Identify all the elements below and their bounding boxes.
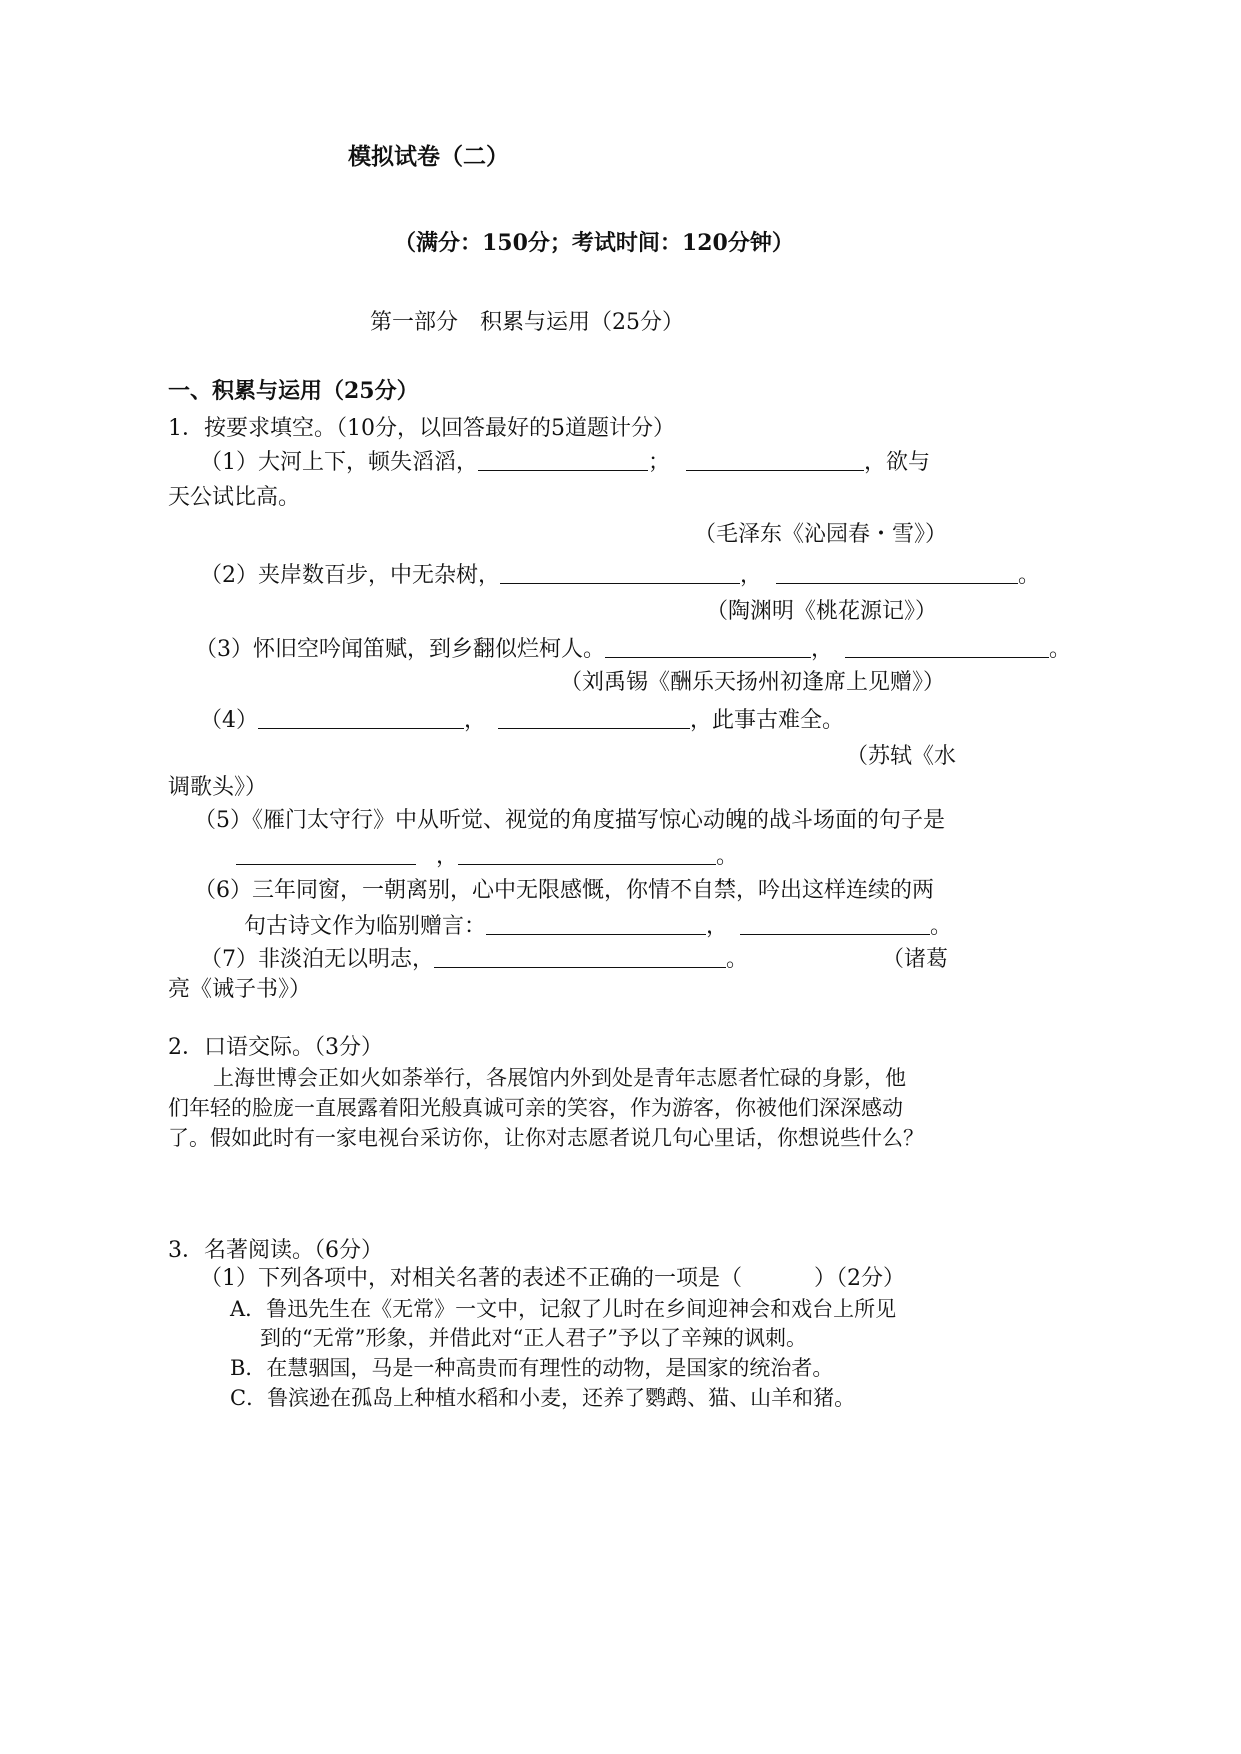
q1-item2 <box>200 561 1040 591</box>
q1-item2-end: 。 <box>1018 563 1041 588</box>
q3-option-b: B．在慧骃国，马是一种高贵而有理性的动物，是国家的统治者。 <box>230 1356 834 1380</box>
q1-item7-end: 。 <box>726 947 749 972</box>
answer-blank[interactable] <box>740 912 930 935</box>
q3-option-a: A．鲁迅先生在《无常》一文中，记叙了儿时在乡间迎神会和戏台上所见 <box>230 1297 897 1321</box>
answer-blank[interactable] <box>478 448 648 471</box>
exam-title: 模拟试卷（二） <box>348 143 509 170</box>
answer-blank[interactable] <box>498 706 690 729</box>
q1-item6-continuation <box>244 912 952 942</box>
q1-item4-source-b: 调歌头》） <box>168 775 268 800</box>
q3-option-c: C．鲁滨逊在孤岛上种植水稻和小麦，还养了鹦鹉、猫、山羊和猪。 <box>230 1386 856 1410</box>
section-one-heading: 一、积累与运用（25分） <box>168 378 419 404</box>
q3-sub1-text: （1）下列各项中，对相关名著的表述不正确的一项是（ <box>200 1266 742 1291</box>
q1-item1 <box>200 448 930 478</box>
q2-heading: 2．口语交际。（3分） <box>168 1035 383 1060</box>
q1-item4-prefix: （4） <box>200 708 258 733</box>
q1-item7-prefix: （7）非淡泊无以明志， <box>200 947 434 972</box>
q1-item3 <box>195 635 1071 665</box>
q3-heading: 3．名著阅读。（6分） <box>168 1238 383 1263</box>
q1-item2-source: （陶渊明《桃花源记》） <box>706 599 938 624</box>
q1-item2-sep: ， <box>740 563 763 588</box>
answer-blank[interactable] <box>686 448 864 471</box>
q1-item1-continuation: 天公试比高。 <box>168 485 301 510</box>
answer-blank[interactable] <box>605 635 811 658</box>
q1-item1-prefix: （1）大河上下，顿失滔滔， <box>200 450 478 475</box>
q1-item7-source-b: 亮《诫子书》） <box>168 977 312 1002</box>
q1-item1-suffix: ，欲与 <box>864 450 931 475</box>
q1-item6-cont: 句古诗文作为临别赠言： <box>244 914 487 939</box>
q1-item4-source-a: （苏轼《水 <box>846 744 957 769</box>
answer-blank[interactable] <box>258 706 464 729</box>
answer-blank[interactable] <box>458 842 716 865</box>
answer-blank[interactable] <box>500 561 740 584</box>
q1-item4-sep: ， <box>464 708 487 733</box>
q1-item6-sep: ， <box>706 914 729 939</box>
q1-item6-end: 。 <box>930 914 953 939</box>
q1-item5-answers <box>236 842 738 872</box>
q1-item7 <box>200 945 748 975</box>
q1-item3-end: 。 <box>1049 637 1072 662</box>
q2-paragraph-line: 了。假如此时有一家电视台采访你，让你对志愿者说几句心里话，你想说些什么？ <box>168 1126 924 1150</box>
q3-option-a-continuation: 到的“无常”形象，并借此对“正人君子”予以了辛辣的讽刺。 <box>260 1326 807 1350</box>
answer-blank[interactable] <box>776 561 1018 584</box>
q1-item1-source: （毛泽东《沁园春・雪》） <box>694 522 948 547</box>
q3-sub1 <box>200 1264 905 1294</box>
q1-item3-sep: ， <box>811 637 834 662</box>
q1-item5: （5）《雁门太守行》中从听觉、视觉的角度描写惊心动魄的战斗场面的句子是 <box>194 808 945 833</box>
q1-item1-sep: ； <box>648 450 671 475</box>
q1-item3-source: （刘禹锡《酬乐天扬州初逢席上见赠》） <box>560 670 946 695</box>
q1-item3-prefix: （3）怀旧空吟闻笛赋，到乡翻似烂柯人。 <box>195 637 605 662</box>
q1-item7-source-a: （诸葛 <box>882 947 949 972</box>
exam-subtitle: （满分：150分；考试时间：120分钟） <box>394 230 794 256</box>
q1-item4-suffix: ，此事古难全。 <box>690 708 845 733</box>
q1-item6: （6）三年同窗，一朝离别，心中无限感慨，你情不自禁，吟出这样连续的两 <box>194 878 934 903</box>
answer-blank[interactable] <box>486 912 706 935</box>
answer-blank[interactable] <box>845 635 1049 658</box>
q1-heading: 1．按要求填空。（10分，以回答最好的5道题计分） <box>168 416 675 441</box>
answer-blank[interactable] <box>434 945 726 968</box>
q2-paragraph-line: 们年轻的脸庞一直展露着阳光般真诚可亲的笑容，作为游客，你被他们深深感动 <box>168 1096 903 1120</box>
answer-blank[interactable] <box>236 842 416 865</box>
q1-item2-prefix: （2）夹岸数百步，中无杂树， <box>200 563 500 588</box>
q1-item4 <box>200 706 844 736</box>
q1-item5-end: 。 <box>716 844 739 869</box>
q2-paragraph-line: 上海世博会正如火如荼举行，各展馆内外到处是青年志愿者忙碌的身影，他 <box>213 1066 906 1090</box>
q3-sub1-score: ）（2分） <box>814 1266 905 1291</box>
q1-item5-sep: ， <box>436 844 459 869</box>
part-one-heading: 第一部分 积累与运用（25分） <box>370 310 684 335</box>
